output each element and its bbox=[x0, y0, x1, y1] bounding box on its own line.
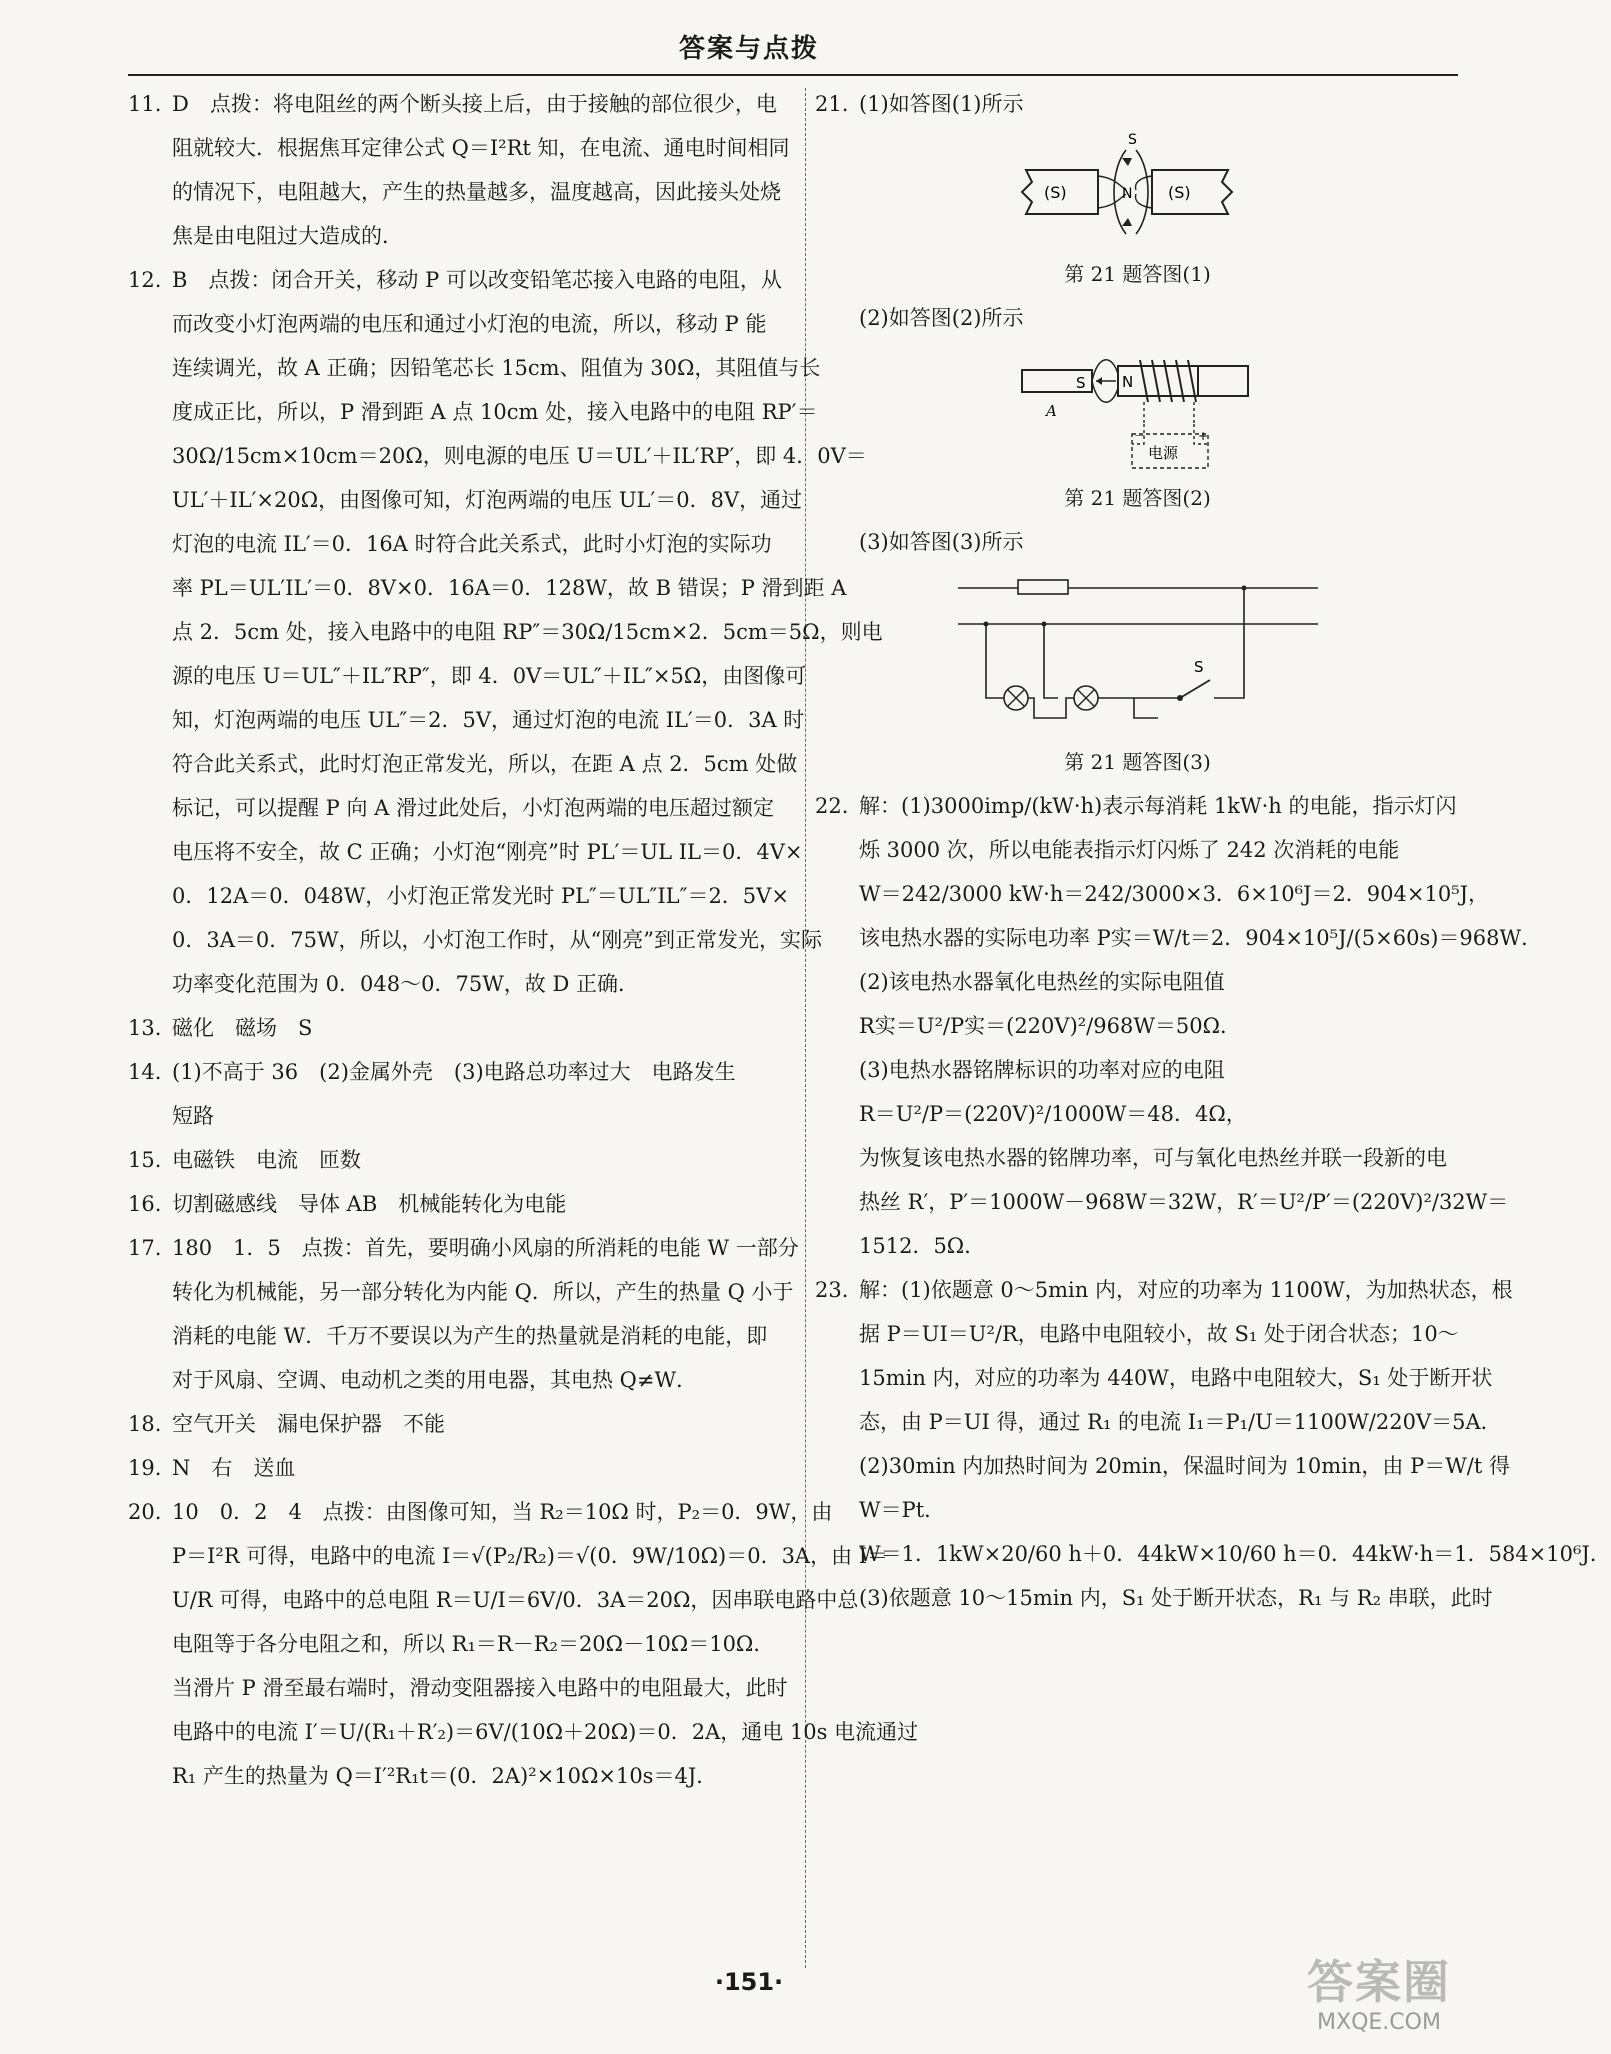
field-line-top bbox=[1092, 360, 1118, 381]
figure3-caption: 第 21 题答图(3) bbox=[1064, 750, 1211, 774]
answer-17: 17. 180 1．5 点拨：首先，要明确小风扇的所消耗的电能 W 一部分 转化为机械能，另一部分转化为内能 Q．所以，产生的热量 Q 小于 消耗的电能 W．千万不要误以为产生的热量就是消耗的电能，即 对于风扇、空调、电动机之类的用电器，其电热 Q≠W． bbox=[128, 1236, 799, 1392]
answer-11: 11. D 点拨：将电阻丝的两个断头接上后，由于接触的部位很少，电 阻就较大．根据焦耳定律公式 Q＝I²Rt 知，在电流、通电时间相同 的情况下，电阻越大，产生的热量越多，温度越高，因此接头处烧 焦是由电阻过大造成的． bbox=[128, 92, 790, 248]
right-magnet-label: (S) bbox=[1167, 183, 1191, 202]
left-magnet-label: (S) bbox=[1043, 183, 1067, 202]
answer-18: 18. 空气开关 漏电保护器 不能 bbox=[128, 1412, 445, 1436]
fuse bbox=[1018, 580, 1068, 594]
household-circuit-figure-3 bbox=[948, 568, 1328, 738]
answer-22: 22. 解：(1)3000imp/(kW·h)表示每消耗 1kW·h 的电能，指示灯闪 烁 3000 次，所以电能表指示灯闪烁了 242 次消耗的电能 W＝242/3000 kW·h＝242/3000×3．6×10⁶J＝2．904×10⁵J， 该电热水器的实际电功率 P实＝W/t＝2．904×10⁵J/(5×60s)＝968W． (2)该电热水器氧化电热丝的实际电阻值 R实＝U²/P实＝(220V)²/968W＝50Ω． (3)电热水器铭牌标识的功率对应的电阻 R＝U²/P＝(220V)²/1000W＝48．4Ω， 为恢复该电热水器的铭牌功率，可与氧化电热丝并联一段新的电 热丝 R′，P′＝1000W－968W＝32W，R′＝U²/P′＝(220V)²/32W＝ 1512．5Ω． bbox=[815, 794, 1543, 1258]
page-header-title: 答案与点拨 bbox=[678, 34, 819, 64]
answer-15: 15. 电磁铁 电流 匝数 bbox=[128, 1148, 361, 1172]
answer-19: 19. N 右 送血 bbox=[128, 1456, 296, 1480]
field-line-right bbox=[1136, 150, 1148, 234]
answer-14: 14. (1)不高于 36 (2)金属外壳 (3)电路总功率过大 电路发生 短路 bbox=[128, 1060, 736, 1128]
right-column: 21. (1)如答图(1)所示 S (S) (S) N 第 21 题答图(1) (2)如答图(2)所示 S A N 电源 － + 第 21 题答图(2) (3)如答图(3)所示 S 第 21 题答图(3) 22. 解：(1)3000imp/(kW·h)表示每消耗 1kW·h 的电能，指示灯闪 烁 3000 次，所以电能表指示灯闪烁了 242 次消耗的电能 W＝242/3000 kW·h＝242/3000×3．6×10⁶J＝2．904×10⁵J， 该电热水器的实际电功率 P实＝W/t＝2．904×10⁵J/(5×60s)＝968W． (2)该电热水器氧化电热丝的实际电阻值 R实＝U²/P实＝(220V)²/968W＝50Ω． (3)电热水器铭牌标识的功率对应的电阻 R＝U²/P＝(220V)²/1000W＝48．4Ω， 为恢复该电热水器的铭牌功率，可与氧化电热丝并联一段新的电 热丝 R′，P′＝1000W－968W＝32W，R′＝U²/P′＝(220V)²/32W＝ 1512．5Ω． 23. 解：(1)依题意 0～5min 内，对应的功率为 1100W，为加热状态，根 据 P＝UI＝U²/R，电路中电阻较小，故 S₁ 处于闭合状态；10～ 15min 内，对应的功率为 440W，电路中电阻较大，S₁ 处于断开状 态，由 P＝UI 得，通过 R₁ 的电流 I₁＝P₁/U＝1100W/220V＝5A． (2)30min 内加热时间为 20min，保温时间为 10min，由 P＝W/t 得 W＝Pt． W＝1．1kW×20/60 h＋0．44kW×10/60 h＝0．44kW·h＝1．584×10⁶J． (3)依题意 10～15min 内，S₁ 处于断开状态，R₁ 与 R₂ 串联，此时 bbox=[815, 82, 1460, 1620]
watermark-title: 答案圈 bbox=[1307, 1955, 1451, 2009]
figure1-n-label: N bbox=[1121, 186, 1132, 202]
magnet-a-label: A bbox=[1045, 402, 1057, 420]
answer-20: 20. 10 0．2 4 点拨：由图像可知，当 R₂＝10Ω 时，P₂＝0．9W，由 P＝I²R 可得，电路中的电流 I＝√(P₂/R₂)＝√(0．9W/10Ω)＝0．3A，由 I＝ U/R 可得，电路中的总电阻 R＝U/I＝6V/0．3A＝20Ω，因串联电路中总 电阻等于各分电阻之和，所以 R₁＝R－R₂＝20Ω－10Ω＝10Ω． 当滑片 P 滑至最右端时，滑动变阻器接入电路中的电阻最大，此时 电路中的电流 I′＝U/(R₁＋R′₂)＝6V/(10Ω＋20Ω)＝0．2A，通电 10s 电流通过 R₁ 产生的热量为 Q＝I′²R₁t＝(0．2A)²×10Ω×10s＝4J． bbox=[128, 1500, 919, 1788]
header-rule bbox=[128, 74, 1458, 76]
electromagnet-figure-2 bbox=[1008, 344, 1268, 474]
figure1-caption: 第 21 题答图(1) bbox=[1064, 262, 1211, 286]
minus-label: － bbox=[1133, 429, 1146, 443]
field-line-bottom bbox=[1092, 381, 1118, 402]
power-source-label: 电源 bbox=[1147, 444, 1178, 462]
arrow-icon bbox=[1122, 158, 1132, 166]
arrow-icon bbox=[1096, 377, 1102, 385]
magnet-field-figure-1 bbox=[1018, 130, 1258, 250]
switch-icon bbox=[1180, 680, 1210, 698]
figure1-s-top-label: S bbox=[1127, 132, 1137, 148]
watermark-url: MXQE.COM bbox=[1317, 2010, 1441, 2035]
answer-12: 12. B 点拨：闭合开关，移动 P 可以改变铅笔芯接入电路的电阻，从 而改变小灯泡两端的电压和通过小灯泡的电流，所以，移动 P 能 连续调光，故 A 正确；因铅笔芯长 15cm、阻值为 30Ω，其阻值与长 度成正比，所以，P 滑到距 A 点 10cm 处，接入电路中的电阻 RP′＝ 30Ω/15cm×10cm＝20Ω，则电源的电压 U＝UL′＋IL′RP′，即 4．0V＝ UL′＋IL′×20Ω，由图像可知，灯泡两端的电压 UL′＝0．8V，通过 灯泡的电流 IL′＝0．16A 时符合此关系式，此时小灯泡的实际功 率 PL＝UL′IL′＝0．8V×0．16A＝0．128W，故 B 错误；P 滑到距 A 点 2．5cm 处，接入电路中的电阻 RP″＝30Ω/15cm×2．5cm＝5Ω，则电 源的电压 U＝UL″＋IL″RP″，即 4．0V＝UL″＋IL″×5Ω，由图像可 知，灯泡两端的电压 UL″＝2．5V，通过灯泡的电流 IL′＝0．3A 时 符合此关系式，此时灯泡正常发光，所以，在距 A 点 2．5cm 处做 标记，可以提醒 P 向 A 滑过此处后，小灯泡两端的电压超过额定 电压将不安全，故 C 正确；小灯泡“刚亮”时 PL′＝UL IL＝0．4V× 0．12A＝0．048W，小灯泡正常发光时 PL″＝UL″IL″＝2．5V× 0．3A＝0．75W，所以，小灯泡工作时，从“刚亮”到正常发光，实际 功率变化范围为 0．048～0．75W，故 D 正确． bbox=[128, 268, 883, 996]
right-magnet-bar bbox=[1152, 170, 1232, 214]
page-number: ·151· bbox=[714, 1968, 784, 1996]
switch-s-label: S bbox=[1193, 658, 1204, 676]
arrow-icon bbox=[1122, 218, 1132, 226]
answer-23: 23. 解：(1)依题意 0～5min 内，对应的功率为 1100W，为加热状态，根 据 P＝UI＝U²/R，电路中电阻较小，故 S₁ 处于闭合状态；10～ 15min 内，对应的功率为 440W，电路中电阻较大，S₁ 处于断开状 态，由 P＝UI 得，通过 R₁ 的电流 I₁＝P₁/U＝1100W/220V＝5A． (2)30min 内加热时间为 20min，保温时间为 10min，由 P＝W/t 得 W＝Pt． W＝1．1kW×20/60 h＋0．44kW×10/60 h＝0．44kW·h＝1．584×10⁶J． (3)依题意 10～15min 内，S₁ 处于断开状态，R₁ 与 R₂ 串联，此时 bbox=[815, 1278, 1611, 1610]
magnet-s-label: S bbox=[1075, 374, 1086, 392]
figure2-caption: 第 21 题答图(2) bbox=[1064, 486, 1211, 510]
left-column bbox=[128, 82, 919, 1798]
answer-16: 16. 切割磁感线 导体 AB 机械能转化为电能 bbox=[128, 1192, 567, 1216]
plus-label: + bbox=[1197, 429, 1208, 443]
solenoid-n-label: N bbox=[1121, 373, 1133, 391]
watermark-logo bbox=[1274, 1946, 1484, 2046]
answer-21: 21. (1)如答图(1)所示 bbox=[815, 92, 1024, 116]
answer-13: 13. 磁化 磁场 S bbox=[128, 1016, 313, 1040]
